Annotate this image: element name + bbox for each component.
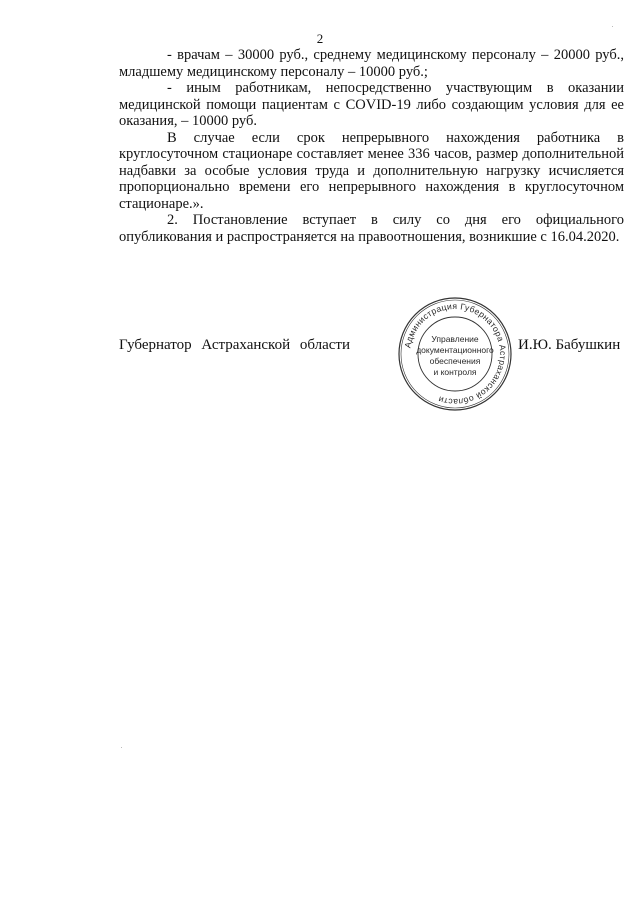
scan-speck [121, 747, 122, 748]
document-body [119, 47, 624, 245]
seal-center-line-4: и контроля [433, 367, 477, 377]
seal-ring-text: Администрация Губернатора Астраханской области [402, 300, 509, 408]
paragraph-proportional-calculation: В случае если срок непрерывного нахождения работника в круглосуточном стационаре составляет менее 336 часов, размер дополнительной надбавки за особые условия труда и дополнительную нагрузку исчисляется пропорционально времени его непрерывного нахождения в круглосуточном стационаре.». [119, 129, 624, 212]
paragraph-other-workers-bonus: - иным работникам, непосредственно участвующим в оказании медицинской помощи пациентам с COVID-19 либо создающим условия для ее оказания, – 10000 руб. [119, 80, 624, 129]
seal-center-line-1: Управление [431, 334, 479, 344]
signature-name: И.Ю. Бабушкин [518, 337, 621, 353]
seal-center-line-3: обеспечения [429, 356, 481, 366]
seal-graphic [397, 296, 513, 412]
signature-position: Губернатор Астраханской области [119, 337, 351, 353]
seal-center-line-2: документационного [416, 345, 494, 355]
paragraph-effective-date: 2. Постановление вступает в силу со дня его официального опубликования и распространяется на правоотношения, возникшие с 16.04.2020. [119, 212, 624, 245]
official-seal [397, 296, 513, 412]
page-number: 2 [316, 31, 324, 46]
paragraph-doctors-bonus: - врачам – 30000 руб., среднему медицинскому персоналу – 20000 руб., младшему медицинскому персоналу – 10000 руб.; [119, 47, 624, 80]
scan-speck [612, 26, 613, 27]
